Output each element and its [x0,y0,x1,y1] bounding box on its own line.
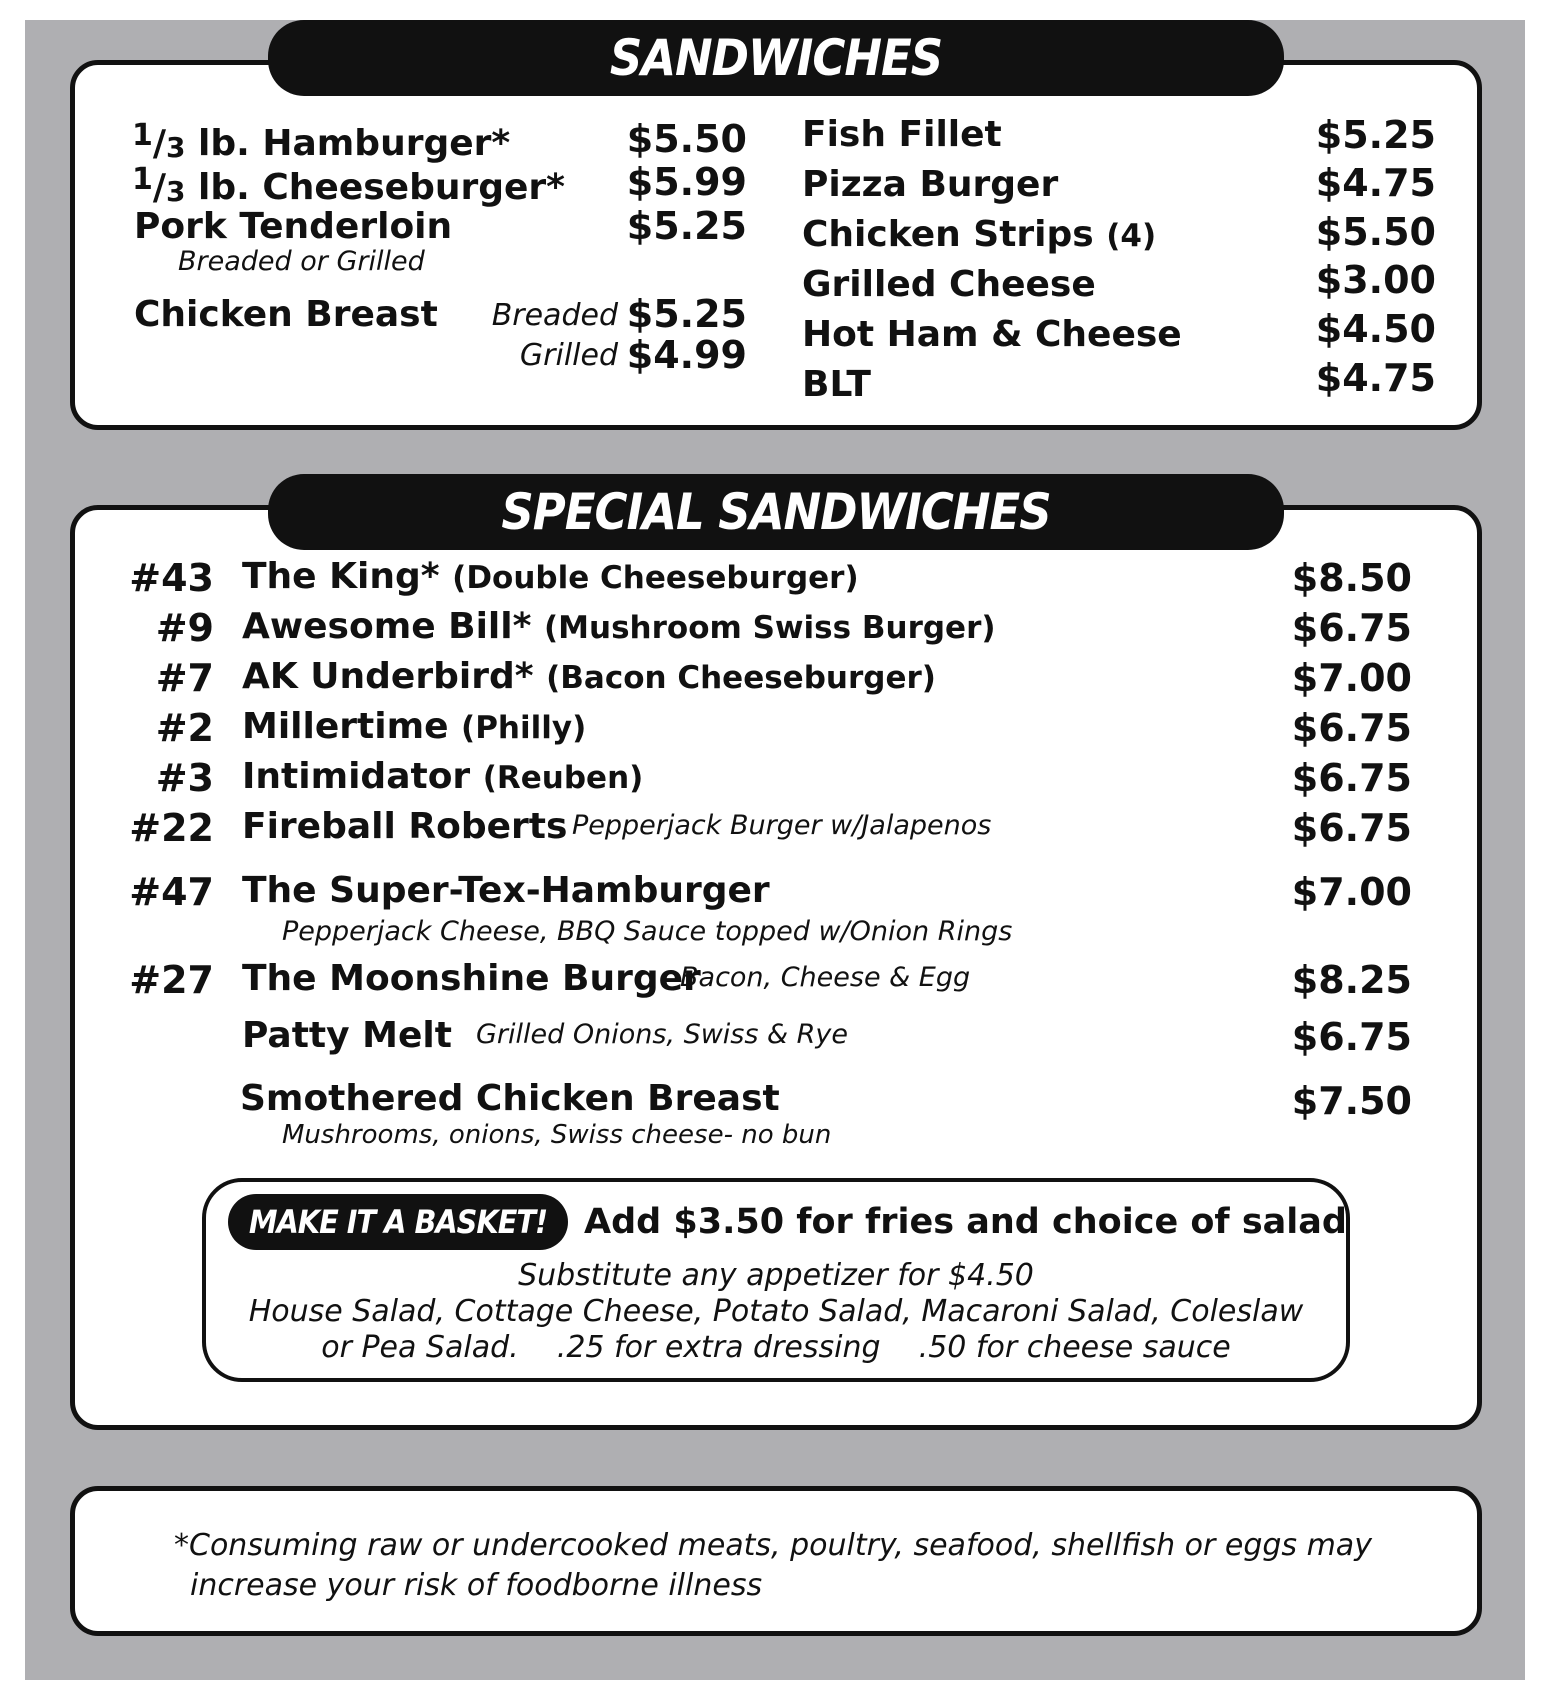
basket-line-3: or Pea Salad. .25 for extra dressing .50 for cheese sauce [321,1330,1231,1365]
price-moonshine-burger: $8.25 [1291,958,1412,1002]
menu-item-chicken-strips: Chicken Strips (4) [802,214,1157,255]
price-millertime: $6.75 [1291,706,1412,750]
price-the-king: $8.50 [1291,556,1412,600]
menu-item-fish-fillet: Fish Fillet [802,114,1002,155]
price-fireball-roberts: $6.75 [1291,806,1412,850]
disclaimer-line-1: *Consuming raw or undercooked meats, poultry, seafood, shellfish or eggs may [174,1528,1372,1563]
item-number: #9 [155,606,214,650]
price-intimidator: $6.75 [1291,756,1412,800]
special-sandwiches-title: SPECIAL SANDWICHES [501,483,1051,541]
price-ak-underbird: $7.00 [1291,656,1412,700]
special-item-ak-underbird: AK Underbird* (Bacon Cheeseburger) [242,656,936,697]
menu-item-blt: BLT [802,364,871,405]
item-number: #47 [129,870,214,914]
desc-moonshine-burger: Bacon, Cheese & Egg [680,962,971,993]
special-item-fireball-roberts: Fireball Roberts [242,806,568,847]
special-item-awesome-bill: Awesome Bill* (Mushroom Swiss Burger) [242,606,996,647]
menu-item-pork-tenderloin: Pork Tenderloin [134,206,453,247]
menu-item-hamburger: $^1/_3$ lb. Hamburger* [132,118,511,164]
disclaimer-line-2: increase your risk of foodborne illness [190,1568,763,1603]
price-hot-ham-cheese: $4.50 [1315,307,1436,351]
desc-smothered-chicken-breast: Mushrooms, onions, Swiss cheese- no bun [282,1120,832,1150]
option-breaded: Breaded [491,298,618,333]
menu-item-hot-ham-cheese: Hot Ham & Cheese [802,314,1182,355]
option-grilled: Grilled [519,338,618,373]
price-super-tex-hamburger: $7.00 [1291,870,1412,914]
price-awesome-bill: $6.75 [1291,606,1412,650]
price-smothered-chicken-breast: $7.50 [1291,1079,1412,1123]
basket-line-1: Substitute any appetizer for $4.50 [518,1258,1034,1293]
desc-fireball-roberts: Pepperjack Burger w/Jalapenos [572,810,992,841]
basket-line-2: House Salad, Cottage Cheese, Potato Salad, Macaroni Salad, Coleslaw [248,1294,1304,1329]
menu-item-cheeseburger: $^1/_3$ lb. Cheeseburger* [132,162,566,208]
special-item-the-king: The King* (Double Cheeseburger) [242,556,859,597]
special-item-millertime: Millertime (Philly) [242,706,587,747]
desc-super-tex-hamburger: Pepperjack Cheese, BBQ Sauce topped w/Onion Rings [282,916,1013,947]
price-patty-melt: $6.75 [1291,1015,1412,1059]
special-item-patty-melt: Patty Melt [242,1015,452,1056]
price-cheeseburger: $5.99 [626,160,747,204]
special-item-intimidator: Intimidator (Reuben) [242,756,644,797]
menu-item-chicken-breast: Chicken Breast [134,294,438,335]
special-item-moonshine-burger: The Moonshine Burger [242,958,701,999]
item-number: #22 [129,806,214,850]
price-blt: $4.75 [1315,356,1436,400]
item-number: #7 [155,656,214,700]
sandwiches-title: SANDWICHES [609,29,943,87]
item-number: #3 [155,756,214,800]
basket-badge: MAKE IT A BASKET! [228,1194,568,1250]
note-pork-tenderloin: Breaded or Grilled [178,246,425,277]
price-pizza-burger: $4.75 [1315,161,1436,205]
item-number: #2 [155,706,214,750]
price-breaded: $5.25 [626,292,747,336]
special-item-smothered-chicken-breast: Smothered Chicken Breast [240,1078,780,1119]
price-fish-fillet: $5.25 [1315,113,1436,157]
basket-headline: Add $3.50 for fries and choice of salad [584,1202,1347,1242]
price-hamburger: $5.50 [626,117,747,161]
price-grilled-cheese: $3.00 [1315,258,1436,302]
price-pork-tenderloin: $5.25 [626,204,747,248]
special-item-super-tex-hamburger: The Super-Tex-Hamburger [242,870,770,911]
menu-item-grilled-cheese: Grilled Cheese [802,264,1096,305]
menu-item-pizza-burger: Pizza Burger [802,164,1059,205]
sandwiches-banner [268,20,1284,96]
price-grilled: $4.99 [626,333,747,377]
desc-patty-melt: Grilled Onions, Swiss & Rye [476,1019,849,1050]
special-sandwiches-banner [268,474,1284,550]
item-number: #43 [129,556,214,600]
item-number: #27 [129,958,214,1002]
price-chicken-strips: $5.50 [1315,210,1436,254]
